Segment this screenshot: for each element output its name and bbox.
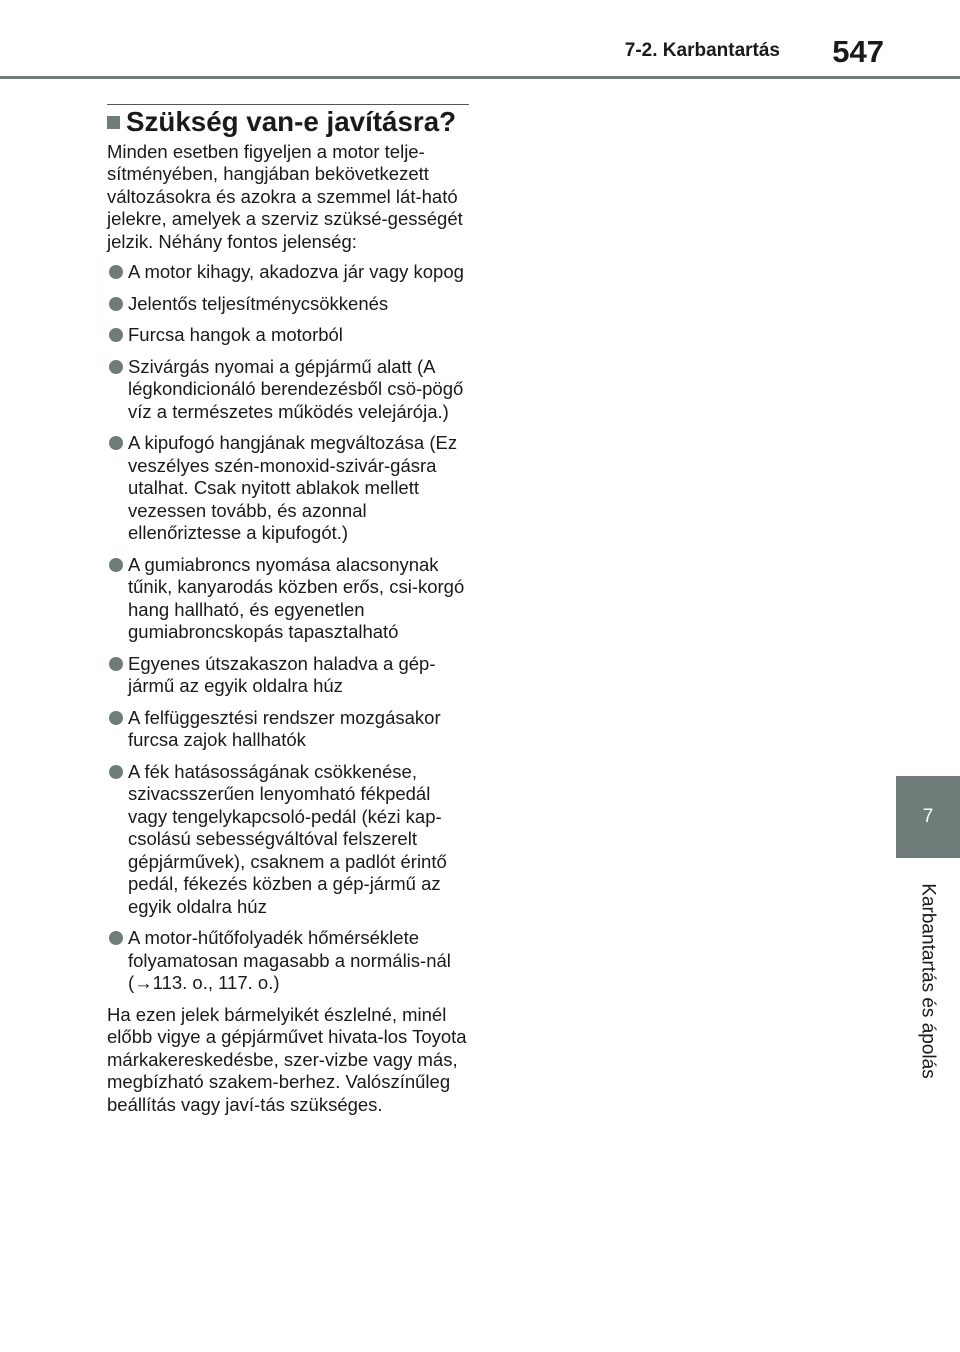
list-item-text: A felfüggesztési rendszer mozgásakor furcsa zajok hallhatók [128,706,441,750]
square-bullet-icon [107,116,120,129]
list-item-text: A motor-hűtőfolyadék hőmérséklete folyamatosan magasabb a normális-nál (→113. o., 117. o.) [128,927,451,993]
symptom-list [107,261,469,995]
list-item-text: A fék hatásosságának csökkenése, szivacsszerűen lenyomható fékpedál vagy tengelykapcsoló-pedál (kézi kap-csolású sebességváltóval felszerelt gépjárművek), csaknem a padlót érintő pedál, fékezés közben a gép-jármű az egyik oldalra húz [128,760,447,917]
list-item [107,293,469,316]
list-item [107,324,469,347]
circle-bullet-icon [109,765,123,779]
circle-bullet-icon [109,328,123,342]
list-item-text: A kipufogó hangjának megváltozása (Ez veszélyes szén-monoxid-szivár-gásra utalhat. Csak nyitott ablakok mellett vezessen tovább, és azonnal ellenőriztesse a kipufogót.) [128,432,458,543]
list-item-text: Furcsa hangok a motorból [128,324,343,345]
list-item-text: Egyenes útszakaszon haladva a gép-jármű az egyik oldalra húz [128,652,436,696]
list-item [107,261,469,284]
circle-bullet-icon [109,297,123,311]
chapter-side-label [896,870,960,1092]
section-heading [107,106,469,137]
list-item-text: A motor kihagy, akadozva jár vagy kopog [128,261,464,282]
list-item [107,432,469,545]
page-number: 547 [832,34,884,69]
list-item-text: Szivárgás nyomai a gépjármű alatt (A légkondicionáló berendezésből csö-pögő víz a természetes működés velejárója.) [128,355,464,422]
header-divider [0,76,960,79]
circle-bullet-icon [109,436,123,450]
circle-bullet-icon [109,360,123,374]
chapter-title: Karbantartás és ápolás [918,883,939,1079]
main-content [107,104,469,1124]
circle-bullet-icon [109,711,123,725]
circle-bullet-icon [109,931,123,945]
list-item [107,761,469,919]
section-divider [107,104,469,105]
circle-bullet-icon [109,558,123,572]
circle-bullet-icon [109,265,123,279]
chapter-number: 7 [922,806,934,827]
list-item [107,356,469,424]
closing-paragraph: Ha ezen jelek bármelyikét észlelné, minél előbb vigye a gépjárművet hivata-los Toyota márkakereskedésbe, szer-vizbe vagy más, megbízható szakem-berhez. Valószínűleg beállítás vagy javí-tás szükséges. [107,1003,467,1115]
chapter-tab [896,776,960,858]
list-item [107,927,469,995]
circle-bullet-icon [109,657,123,671]
section-header-title: 7-2. Karbantartás [624,40,780,61]
list-item-text: Jelentős teljesítménycsökkenés [128,292,389,314]
section-heading-text: Szükség van-e javításra? [126,106,457,137]
intro-paragraph: Minden esetben figyeljen a motor telje-sítményében, hangjában bekövetkezett változásokra és azokra a szemmel lát-ható jelekre, amelyek a szerviz szüksé-gességét jelzik. Néhány fontos jelenség: [107,140,463,252]
list-item [107,554,469,644]
list-item [107,707,469,752]
list-item-text: A gumiabroncs nyomása alacsonynak tűnik, kanyarodás közben erős, csi-korgó hang hallható, és egyenetlen gumiabroncskopás tapasztalható [128,553,465,642]
list-item [107,653,469,698]
